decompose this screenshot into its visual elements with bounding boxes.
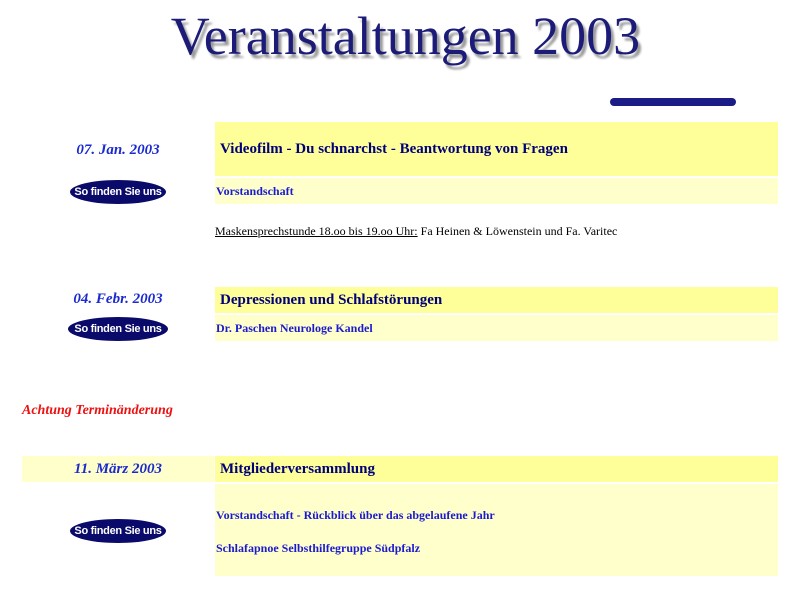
directions-button[interactable]: So finden Sie uns [70,180,166,204]
event-title: Depressionen und Schlafstörungen [215,287,778,313]
event-title: Mitgliederversammlung [215,456,778,482]
event-details-panel [215,484,778,576]
note-text: Fa Heinen & Löwenstein und Fa. Varitec [417,224,618,238]
event-detail-line: Vorstandschaft - Rückblick über das abgelaufene Jahr [216,508,495,522]
event-speaker: Vorstandschaft [215,178,778,204]
directions-button[interactable]: So finden Sie uns [68,317,168,341]
event-date: 11. März 2003 [22,456,214,482]
page-title: Veranstaltungen 2003 [170,6,641,66]
event-date: 04. Febr. 2003 [73,291,163,307]
directions-button[interactable]: So finden Sie uns [70,519,166,543]
title-underline-bar [610,98,736,106]
event-note [215,224,617,239]
date-change-warning: Achtung Terminänderung [22,403,173,418]
note-label: Maskensprechstunde 18.oo bis 19.oo Uhr: [215,224,418,238]
event-date: 07. Jan. 2003 [76,142,160,158]
event-title: Videofilm - Du schnarchst - Beantwortung von Fragen [215,122,778,176]
event-detail-line: Schlafapnoe Selbsthilfegruppe Südpfalz [216,541,421,555]
event-speaker: Dr. Paschen Neurologe Kandel [215,315,778,341]
